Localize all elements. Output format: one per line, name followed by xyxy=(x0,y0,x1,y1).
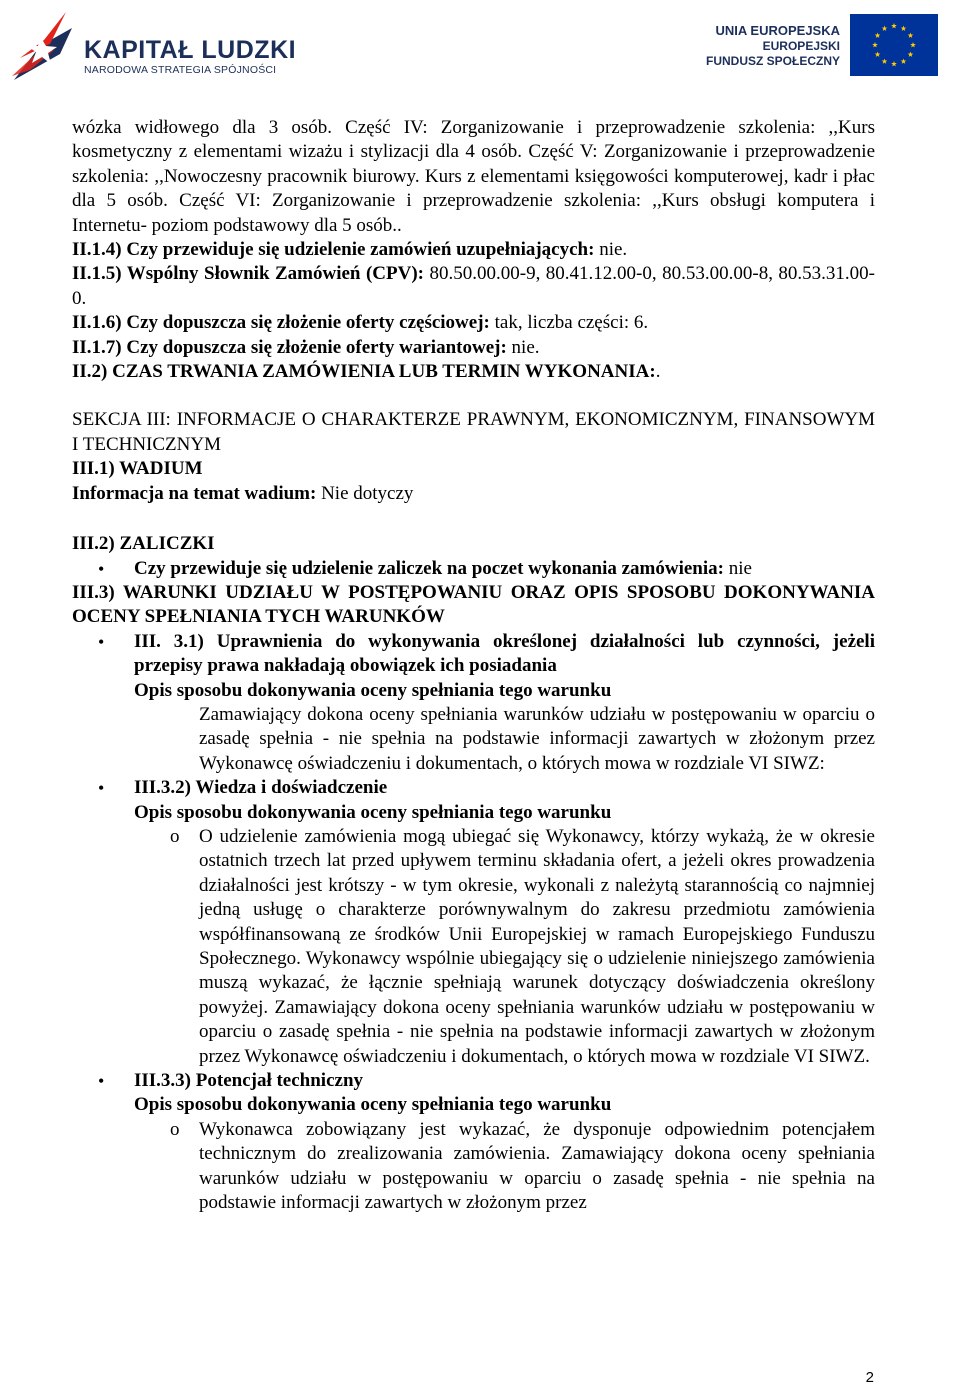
condition-3-2-opis xyxy=(134,801,875,825)
kapital-ludzki-emblem-icon xyxy=(10,6,76,86)
ii-1-6 xyxy=(72,311,875,335)
o-marker: o xyxy=(170,1118,180,1140)
eu-logo-line1: UNIA EUROPEJSKA xyxy=(715,23,840,38)
opis-label: Opis sposobu dokonywania oceny spełniania tego warunku xyxy=(134,801,612,823)
eu-logo-text xyxy=(706,22,840,69)
condition-3-3-heading xyxy=(134,1069,875,1093)
conditions-list-2 xyxy=(72,776,875,825)
ii-1-5 xyxy=(72,262,875,311)
iii-1-heading-text: III.1) WADIUM xyxy=(72,458,203,480)
condition-3-1-text: Zamawiający dokona oceny spełniania warunków udziału w postępowaniu w oparciu o zasadę spełnia - nie spełnia na podstawie informacji zawartych w złożonym przez Wykonawcę oświadczeniu i dokumentach, o których mowa w rozdziale VI SIWZ: xyxy=(199,703,875,774)
ii-2 xyxy=(72,360,875,384)
condition-3-3-text: Wykonawca zobowiązany jest wykazać, że dysponuje odpowiednim potencjałem technicznym do zrealizowania zamówienia. Zamawiający dokona oceny spełniania warunków udziału w postępowaniu w oparciu o zasadę spełnia - nie spełnia na podstawie informacji zawartych w złożonym przez xyxy=(199,1118,875,1214)
iii-3-heading-text: III.3) WARUNKI UDZIAŁU W POSTĘPOWANIU ORAZ OPIS SPOSOBU DOKONYWANIA OCENY SPEŁNIANIA TYCH WARUNKÓW xyxy=(72,581,875,628)
opis-label: Opis sposobu dokonywania oceny spełniania tego warunku xyxy=(134,679,612,701)
condition-3-3-opis xyxy=(134,1093,875,1117)
eu-logo-line2: EUROPEJSKI xyxy=(762,39,840,53)
eu-logo-line3: FUNDUSZ SPOŁECZNY xyxy=(705,54,840,68)
ii-1-7-value: nie. xyxy=(506,336,540,358)
wadium-label: Informacja na temat wadium: xyxy=(72,482,317,504)
page-number: 2 xyxy=(865,1369,874,1386)
section-3-title: SEKCJA III: INFORMACJE O CHARAKTERZE PRAWNYM, EKONOMICZNYM, FINANSOWYM I TECHNICZNYM xyxy=(72,409,875,455)
spacer xyxy=(72,384,875,408)
conditions-list-3 xyxy=(72,1069,875,1118)
page-header xyxy=(0,0,960,100)
document-body xyxy=(72,116,875,1215)
iii-3-heading xyxy=(72,581,875,630)
ii-1-6-label: II.1.6) Czy dopuszcza się złożenie oferty częściowej: xyxy=(72,312,490,334)
wadium-line xyxy=(72,482,875,506)
ii-1-4-label: II.1.4) Czy przewiduje się udzielenie zamówień uzupełniających: xyxy=(72,239,595,261)
condition-3-3-item xyxy=(72,1118,875,1216)
zaliczki-label: Czy przewiduje się udzielenie zaliczek na poczet wykonania zamówienia: xyxy=(134,557,724,579)
zaliczki-value: nie xyxy=(723,557,752,579)
condition-3-1-heading xyxy=(134,630,875,679)
kapital-ludzki-logo xyxy=(10,6,310,86)
condition-3-3 xyxy=(72,1069,875,1118)
kapital-ludzki-subtitle: NARODOWA STRATEGIA SPÓJNOŚCI xyxy=(84,64,277,76)
iii-2-heading-text: III.2) ZALICZKI xyxy=(72,533,215,555)
intro-paragraph: wózka widłowego dla 3 osób. Część IV: Zorganizowanie i przeprowadzenie szkolenia: ,,Kurs kosmetyczny z elementami wizażu i stylizacji dla 4 osób. Część V: Zorganizowanie i przeprowadzenie szkolenia: ,,Nowoczesny pracownik biurowy. Kurs z elementami księgowości komputerowej, kadr i płac dla 5 osób. Część VI: Zorganizowanie i przeprowadzenie szkolenia: ,,Kurs obsługi komputera i Internetu- poziom podstawowy dla 5 osób.. xyxy=(72,117,875,236)
wadium-value: Nie dotyczy xyxy=(316,482,414,504)
ii-2-label: II.2) CZAS TRWANIA ZAMÓWIENIA LUB TERMIN WYKONANIA: xyxy=(72,361,656,383)
eu-flag-icon xyxy=(850,14,938,76)
iii-1-heading xyxy=(72,457,875,481)
iii-2-heading xyxy=(72,532,875,556)
ii-1-7-label: II.1.7) Czy dopuszcza się złożenie oferty wariantowej: xyxy=(72,336,507,358)
condition-3-2-heading-text: III.3.2) Wiedza i doświadczenie xyxy=(134,777,388,799)
ii-1-6-value: tak, liczba części: 6. xyxy=(489,312,649,334)
condition-3-3-heading-text: III.3.3) Potencjał techniczny xyxy=(134,1070,364,1092)
ii-2-value: . xyxy=(655,361,661,383)
conditions-list xyxy=(72,630,875,703)
kapital-ludzki-title: KAPITAŁ LUDZKI xyxy=(84,36,297,64)
condition-3-2-heading xyxy=(134,776,875,800)
ii-1-7 xyxy=(72,336,875,360)
eu-logo xyxy=(688,14,938,84)
zaliczki-list xyxy=(72,557,875,581)
ii-1-5-label: II.1.5) Wspólny Słownik Zamówień (CPV): xyxy=(72,263,425,285)
ii-1-5-value: 80.50.00.00-9, 80.41.12.00-0, 80.53.00.00-8, 80.53.31.00-0. xyxy=(72,263,875,309)
o-marker: o xyxy=(170,825,180,847)
opis-label: Opis sposobu dokonywania oceny spełniania tego warunku xyxy=(134,1094,612,1116)
zaliczki-item xyxy=(72,557,875,581)
condition-3-1-opis xyxy=(134,679,875,703)
ii-1-4-value: nie. xyxy=(594,239,628,261)
spacer xyxy=(72,506,875,532)
ii-1-4 xyxy=(72,238,875,262)
condition-3-2-text: O udzielenie zamówienia mogą ubiegać się Wykonawcy, którzy wykażą, że w okresie ostatnich trzech lat przed upływem terminu składania ofert, a jeżeli okres prowadzenia działalności jest krótszy - w tym okresie, wykonali z należytą starannością co najmniej jedną usługę o charakterze porównywalnym do zakresu przedmiotu zamówienia współfinansowaną ze środków Unii Europejskiej w ramach Europejskiego Funduszu Społecznego. Wykonawcy wspólnie ubiegający się o udzielenie niniejszego zamówienia muszą wykazać, że łącznie spełniają warunek dotyczący doświadczenia określony powyżej. Zamawiający dokona oceny spełniania warunków udziału w postępowaniu w oparciu o zasadę spełnia - nie spełnia na podstawie informacji zawartych w złożonym przez Wykonawcę oświadczeniu i dokumentach, o których mowa w rozdziale VI SIWZ. xyxy=(199,825,875,1067)
condition-3-1-heading-text: III. 3.1) Uprawnienia do wykonywania określonej działalności lub czynności, jeżeli przepisy prawa nakładają obowiązek ich posiadania xyxy=(134,630,875,677)
condition-3-2-item xyxy=(72,825,875,1069)
condition-3-1 xyxy=(72,630,875,703)
condition-3-2 xyxy=(72,776,875,825)
